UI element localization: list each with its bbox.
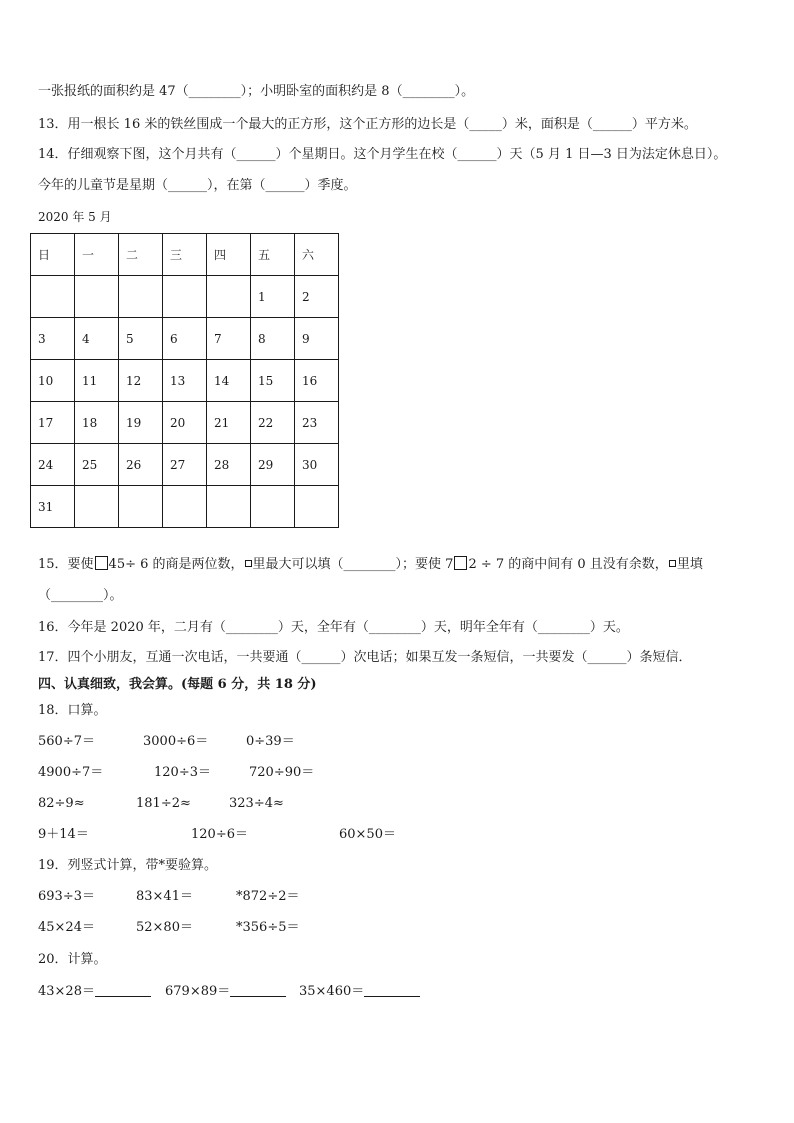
calendar-day-cell: 4 bbox=[75, 318, 119, 360]
calendar-day-cell: 10 bbox=[31, 360, 75, 402]
answer-line bbox=[95, 984, 151, 997]
calendar-week-row bbox=[31, 486, 339, 528]
calendar-day-cell: 16 bbox=[295, 360, 339, 402]
calendar-day-cell: 8 bbox=[251, 318, 295, 360]
calendar-header-cell: 三 bbox=[163, 234, 207, 276]
calendar-day-cell: 30 bbox=[295, 444, 339, 486]
calendar-day-cell: 15 bbox=[251, 360, 295, 402]
calendar-day-cell bbox=[207, 486, 251, 528]
calendar-header-cell: 日 bbox=[31, 234, 75, 276]
q18-expr: 720÷90＝ bbox=[249, 765, 315, 780]
q15-text-b: 45÷ 6 的商是两位数， bbox=[108, 557, 244, 572]
calendar-day-cell: 22 bbox=[251, 402, 295, 444]
calendar-week-row bbox=[31, 402, 339, 444]
calendar-day-cell bbox=[207, 276, 251, 318]
q14-line2: 今年的儿童节是星期（______），在第（______）季度。 bbox=[38, 178, 357, 193]
calendar-day-cell: 6 bbox=[163, 318, 207, 360]
q19-expr: *872÷2＝ bbox=[236, 889, 300, 904]
calendar-day-cell: 2 bbox=[295, 276, 339, 318]
q13: 13．用一根长 16 米的铁丝围成一个最大的正方形，这个正方形的边长是（_____）米，面积是（______）平方米。 bbox=[38, 117, 697, 132]
calendar-day-cell: 17 bbox=[31, 402, 75, 444]
calendar-day-cell: 18 bbox=[75, 402, 119, 444]
calendar-week-row bbox=[31, 276, 339, 318]
calendar-day-cell: 26 bbox=[119, 444, 163, 486]
q18-expr: 0÷39＝ bbox=[246, 734, 295, 749]
q18-expr: 9＋14＝ bbox=[38, 827, 89, 842]
q20-item bbox=[165, 983, 286, 1001]
q18-expr: 82÷9≈ bbox=[38, 796, 85, 811]
calendar-day-cell: 20 bbox=[163, 402, 207, 444]
section-4-heading: 四、认真细致，我会算。(每题 6 分，共 18 分) bbox=[38, 677, 317, 692]
calendar-day-cell bbox=[119, 276, 163, 318]
calendar-day-cell: 9 bbox=[295, 318, 339, 360]
q15-text-a: 15．要使 bbox=[38, 557, 94, 572]
calendar-day-cell: 27 bbox=[163, 444, 207, 486]
calendar-day-cell: 3 bbox=[31, 318, 75, 360]
blank-box-icon bbox=[95, 556, 108, 570]
q17: 17．四个小朋友，互通一次电话，一共要通（______）次电话；如果互发一条短信，一共要发（______）条短信． bbox=[38, 650, 692, 665]
q18-expr: 3000÷6＝ bbox=[143, 734, 209, 749]
q20-expr: 35×460＝ bbox=[299, 984, 365, 999]
q20-expr: 43×28＝ bbox=[38, 984, 95, 999]
small-box-icon bbox=[245, 560, 252, 567]
q15-text-e: 里填 bbox=[676, 557, 703, 572]
q18-expr: 323÷4≈ bbox=[229, 796, 284, 811]
q15-text-c: 里最大可以填（________）；要使 7 bbox=[252, 557, 454, 572]
q18-title: 18．口算。 bbox=[38, 703, 107, 718]
calendar-day-cell: 23 bbox=[295, 402, 339, 444]
calendar-day-cell bbox=[295, 486, 339, 528]
q19-expr: 45×24＝ bbox=[38, 920, 95, 935]
calendar-day-cell: 12 bbox=[119, 360, 163, 402]
calendar-day-cell bbox=[163, 486, 207, 528]
q18-expr: 560÷7＝ bbox=[38, 734, 95, 749]
q19-title: 19．列竖式计算，带*要验算。 bbox=[38, 858, 218, 873]
calendar-day-cell bbox=[163, 276, 207, 318]
calendar-day-cell: 24 bbox=[31, 444, 75, 486]
calendar-header-cell: 二 bbox=[119, 234, 163, 276]
q15-line1 bbox=[38, 556, 703, 574]
calendar-day-cell: 1 bbox=[251, 276, 295, 318]
calendar-day-cell: 19 bbox=[119, 402, 163, 444]
answer-line bbox=[230, 984, 286, 997]
q16: 16．今年是 2020 年，二月有（________）天，全年有（________）天，明年全年有（________）天。 bbox=[38, 620, 629, 635]
calendar-day-cell: 7 bbox=[207, 318, 251, 360]
calendar-day-cell: 25 bbox=[75, 444, 119, 486]
q12-tail: 一张报纸的面积约是 47（________）；小明卧室的面积约是 8（________）。 bbox=[38, 84, 475, 99]
q19-expr: 693÷3＝ bbox=[38, 889, 95, 904]
q20-item bbox=[299, 983, 420, 1001]
calendar-day-cell: 21 bbox=[207, 402, 251, 444]
answer-line bbox=[364, 984, 420, 997]
q18-expr: 120÷6＝ bbox=[191, 827, 248, 842]
calendar-day-cell: 28 bbox=[207, 444, 251, 486]
blank-box-icon bbox=[454, 556, 467, 570]
calendar-header-cell: 四 bbox=[207, 234, 251, 276]
calendar-day-cell: 5 bbox=[119, 318, 163, 360]
q14-line1: 14．仔细观察下图，这个月共有（______）个星期日。这个月学生在校（______）天（5 月 1 日—3 日为法定休息日）。 bbox=[38, 147, 727, 162]
calendar-header-cell: 一 bbox=[75, 234, 119, 276]
q18-expr: 4900÷7＝ bbox=[38, 765, 104, 780]
calendar-title: 2020 年 5 月 bbox=[38, 210, 112, 224]
calendar-day-cell: 14 bbox=[207, 360, 251, 402]
q18-expr: 60×50＝ bbox=[339, 827, 396, 842]
calendar-day-cell: 31 bbox=[31, 486, 75, 528]
calendar-header-cell: 五 bbox=[251, 234, 295, 276]
q20-item bbox=[38, 983, 151, 1001]
q19-expr: 83×41＝ bbox=[136, 889, 193, 904]
q19-expr: *356÷5＝ bbox=[236, 920, 300, 935]
calendar-week-row bbox=[31, 318, 339, 360]
calendar-day-cell: 29 bbox=[251, 444, 295, 486]
calendar-day-cell bbox=[251, 486, 295, 528]
q20-expr: 679×89＝ bbox=[165, 984, 231, 999]
q18-expr: 181÷2≈ bbox=[136, 796, 191, 811]
calendar-day-cell: 11 bbox=[75, 360, 119, 402]
calendar-header-cell: 六 bbox=[295, 234, 339, 276]
q15-text-d: 2 ÷ 7 的商中间有 0 且没有余数， bbox=[468, 557, 668, 572]
calendar-week-row bbox=[31, 444, 339, 486]
calendar-table bbox=[30, 233, 339, 528]
calendar-day-cell bbox=[75, 276, 119, 318]
calendar-day-cell bbox=[75, 486, 119, 528]
small-box-icon bbox=[669, 560, 676, 567]
calendar-week-row bbox=[31, 360, 339, 402]
q18-expr: 120÷3＝ bbox=[154, 765, 211, 780]
q20-title: 20．计算。 bbox=[38, 952, 107, 967]
q19-expr: 52×80＝ bbox=[136, 920, 193, 935]
q15-line2: （________）。 bbox=[38, 588, 123, 603]
calendar-day-cell: 13 bbox=[163, 360, 207, 402]
calendar-header-row bbox=[31, 234, 339, 276]
calendar-day-cell bbox=[31, 276, 75, 318]
calendar-day-cell bbox=[119, 486, 163, 528]
